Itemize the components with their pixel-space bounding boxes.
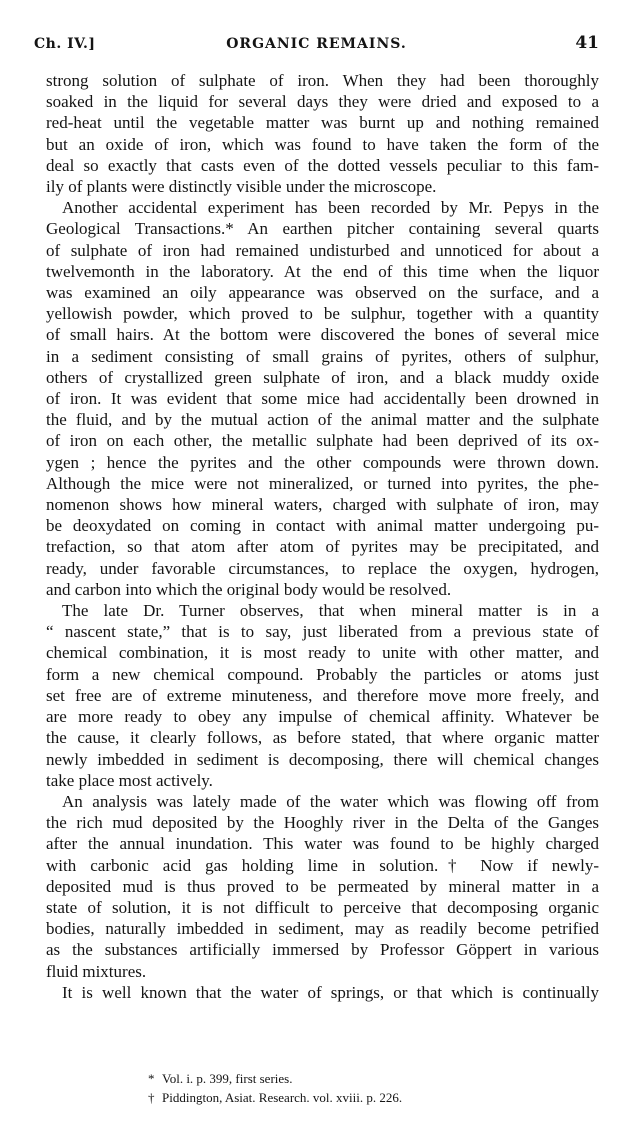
text-line: twelvemonth in the laboratory. At the end of this time when the liquor [46, 261, 599, 281]
footnote [148, 1088, 402, 1107]
text-line: be deoxydated on coming in contact with animal matter undergoing pu- [46, 516, 599, 536]
text-line: An analysis was lately made of the water which was flowing off from [62, 791, 599, 811]
running-head [34, 33, 599, 56]
text-line: trefaction, so that atom after atom of pyrites may be precipitated, and [46, 537, 599, 557]
footnote-text: Vol. i. p. 399, first series. [162, 1071, 293, 1086]
text-line: of small hairs. At the bottom were discovered the bones of several mice [46, 325, 599, 345]
text-line: chemical combination, it is most ready to unite with other matter, and [46, 643, 599, 663]
text-line: deposited mud is thus proved to be permeated by mineral matter in a [46, 876, 599, 896]
text-line: was examined an oily appearance was observed on the surface, and a [46, 283, 599, 303]
text-line: with carbonic acid gas holding lime in solution.† Now if newly- [46, 855, 599, 875]
text-line: of sulphate of iron had remained undisturbed and unnoticed for about a [46, 240, 599, 260]
text-line: nomenon shows how mineral waters, charged with sulphate of iron, may [46, 495, 599, 515]
text-line: red-heat until the vegetable matter was burnt up and nothing remained [46, 113, 599, 133]
text-line: Another accidental experiment has been recorded by Mr. Pepys in the [62, 198, 599, 218]
text-line: Although the mice were not mineralized, or turned into pyrites, the phe- [46, 473, 599, 493]
text-line: state of solution, it is not difficult to perceive that decomposing organic [46, 897, 599, 917]
paragraph [46, 197, 599, 600]
text-line: deal so exactly that casts even of the dotted vessels peculiar to this fam- [46, 155, 599, 175]
footnote-mark: † [148, 1090, 155, 1105]
chapter-label: Ch. IV.] [34, 36, 96, 52]
text-line: the rich mud deposited by the Hooghly river in the Delta of the Ganges [46, 813, 599, 833]
text-line: but an oxide of iron, which was found to have taken the form of the [46, 134, 599, 154]
text-line: others of crystallized green sulphate of iron, and a black muddy oxide [46, 367, 599, 387]
paragraph [46, 600, 599, 791]
paragraph [46, 70, 599, 197]
text-line: strong solution of sulphate of iron. When they had been thoroughly [46, 71, 599, 90]
text-line: soaked in the liquid for several days they were dried and exposed to a [46, 92, 599, 112]
footnote-mark: * [148, 1071, 155, 1086]
paragraph [46, 982, 599, 1003]
text-line: of iron. It was evident that some mice had accidentally been drowned in [46, 389, 599, 409]
body-text [46, 70, 599, 1003]
text-line: bodies, naturally imbedded in sediment, may as readily become petrified [46, 919, 599, 939]
text-line: and carbon into which the original body would be resolved. [46, 579, 452, 599]
text-line: form a new chemical compound. Probably the particles or atoms just [46, 664, 599, 684]
text-line: of iron on each other, the metallic sulphate had been deprived of its ox- [46, 431, 599, 451]
text-line: It is well known that the water of springs, or that which is continually [62, 982, 599, 1002]
text-line: Geological Transactions.* An earthen pitcher containing several quarts [46, 219, 599, 239]
text-line: the cause, it clearly follows, as before stated, that where organic matter [46, 728, 599, 748]
text-line: ygen ; hence the pyrites and the other compounds were thrown down. [46, 452, 599, 472]
text-line: The late Dr. Turner observes, that when mineral matter is in a [62, 601, 599, 621]
footnote [148, 1069, 402, 1088]
text-line: newly imbedded in sediment is decomposing, there will chemical changes [46, 749, 599, 769]
text-line: as the substances artificially immersed by Professor Göppert in various [46, 940, 599, 960]
text-line: take place most actively. [46, 770, 213, 790]
text-line: ily of plants were distinctly visible under the microscope. [46, 177, 437, 197]
footnote-text: Piddington, Asiat. Research. vol. xviii. p. 226. [162, 1090, 403, 1105]
text-line: yellowish powder, which proved to be sulphur, together with a quantity [46, 304, 599, 324]
text-line: are more ready to obey any impulse of chemical affinity. Whatever be [46, 707, 599, 727]
text-line: set free are of extreme minuteness, and therefore move more freely, and [46, 685, 599, 705]
text-line: the fluid, and by the mutual action of the animal matter and the sulphate [46, 410, 599, 430]
text-line: “ nascent state,” that is to say, just liberated from a previous state of [46, 622, 599, 642]
text-line: after the annual inundation. This water was found to be highly charged [46, 834, 599, 854]
footnotes [148, 1069, 402, 1107]
paragraph [46, 791, 599, 982]
text-line: ready, under favorable circumstances, to replace the oxygen, hydrogen, [46, 558, 599, 578]
text-line: in a sediment consisting of small grains of pyrites, others of sulphur, [46, 346, 599, 366]
page-number: 41 [575, 33, 599, 53]
page-title: ORGANIC REMAINS. [226, 36, 407, 52]
text-line: fluid mixtures. [46, 961, 147, 981]
